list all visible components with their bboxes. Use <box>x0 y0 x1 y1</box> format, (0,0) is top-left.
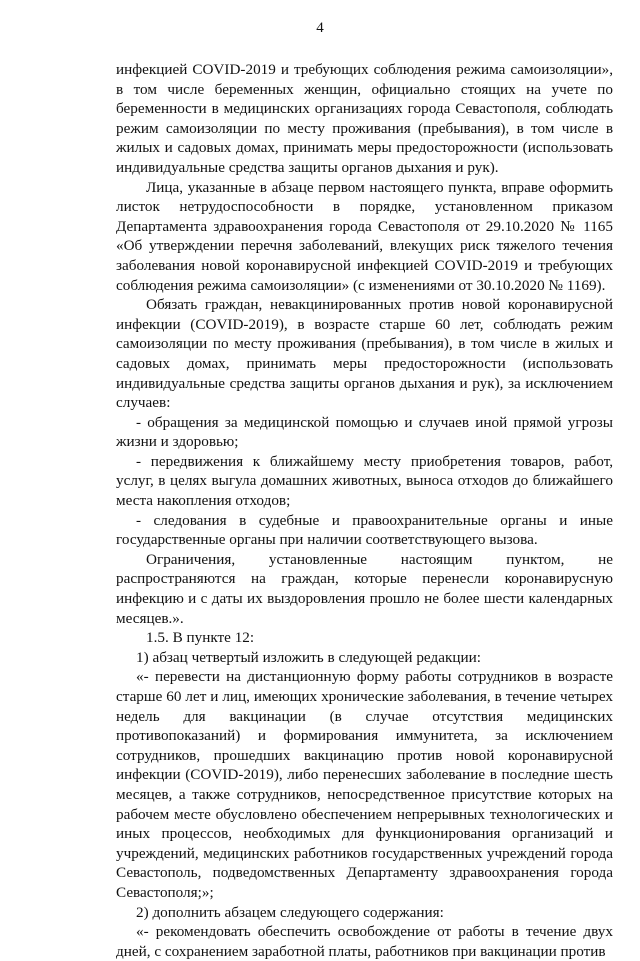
paragraph: Ограничения, установленные настоящим пунктом, не распространяются на граждан, которые перенесли коронавирусную инфекцию и с даты их выздоровления прошло не более шести календарных месяцев.». <box>116 550 613 627</box>
paragraph: 2) дополнить абзацем следующего содержания: <box>136 903 444 921</box>
paragraph: «- перевести на дистанционную форму работы сотрудников в возрасте старше 60 лет и лиц, имеющих хронические заболевания, в течение четырех недель для вакцинации (в случае отсутствия медицинских противопоказаний) и формирования иммунитета, за исключением сотрудников, прошедших вакцинацию против новой коронавирусной инфекции (COVID-2019), либо перенесших заболевание в последние шесть месяцев, а также сотрудников, непосредственное присутствие которых на рабочем месте обусловлено обеспечением непрерывных технологических и иных процессов, необходимых для функционирования организаций и учреждений, медицинских работников государственных учреждений города Севастополь, подведомственных Департаменту здравоохранения города Севастополя;»; <box>116 668 613 901</box>
paragraph: инфекцией COVID-2019 и требующих соблюдения режима самоизоляции», в том числе беременных женщин, официально стоящих на учете по беременности в медицинских организациях города Севастополя, соблюдать режим самоизоляции по месту проживания (пребывания), в том числе в жилых и садовых домах, принимать меры предосторожности (использовать индивидуальные средства защиты органов дыхания и рук). <box>116 61 613 176</box>
paragraph: Обязать граждан, невакцинированных против новой коронавирусной инфекции (COVID-2019), в возрасте старше 60 лет, соблюдать режим самоизоляции по месту проживания (пребывания), в том числе в жилых и садовых домах, принимать меры предосторожности (использовать индивидуальные средства защиты органов дыхания и рук), за исключением случаев: <box>116 296 613 412</box>
page-number: 4 <box>316 20 324 36</box>
paragraph: «- рекомендовать обеспечить освобождение от работы в течение двух дней, с сохранением заработной платы, работников при вакцинации против <box>116 923 613 960</box>
paragraph: - следования в судебные и правоохранительные органы и иные государственные органы при наличии соответствующего вызова. <box>116 511 613 549</box>
paragraph: Лица, указанные в абзаце первом настоящего пункта, вправе оформить листок нетрудоспособности в порядке, установленном приказом Департамента здравоохранения города Севастополя от 29.10.2020 № 1165 «Об утверждении перечня заболеваний, влекущих риск тяжелого течения заболевания новой коронавирусной инфекцией COVID-2019 и требующих соблюдения режима самоизоляции» (с изменениями от 30.10.2020 № 1169). <box>116 178 613 294</box>
paragraph: 1) абзац четвертый изложить в следующей редакции: <box>136 648 481 666</box>
paragraph: - обращения за медицинской помощью и случаев иной прямой угрозы жизни и здоровью; <box>116 413 613 451</box>
document-body <box>116 60 613 961</box>
paragraph: 1.5. В пункте 12: <box>146 629 255 647</box>
paragraph: - передвижения к ближайшему месту приобретения товаров, работ, услуг, в целях выгула домашних животных, выноса отходов до ближайшего места накопления отходов; <box>116 452 613 510</box>
